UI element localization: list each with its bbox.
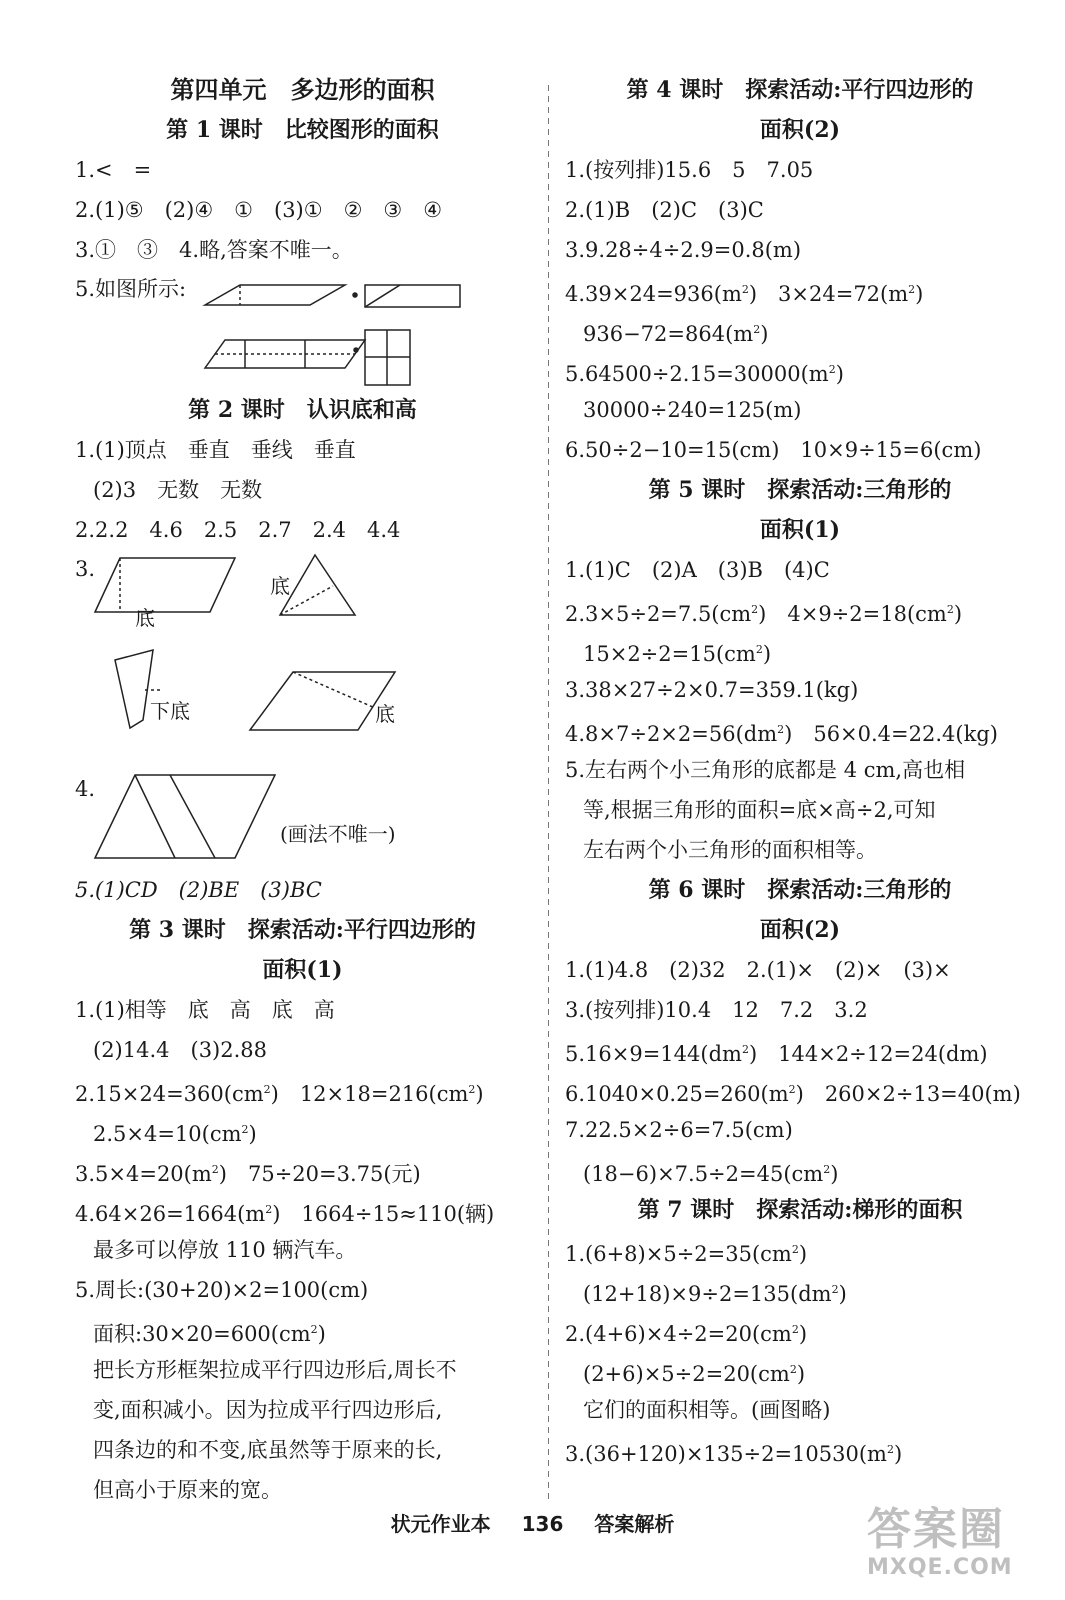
l1-answer-3: 3.① ③ 4.略,答案不唯一。 [75,238,353,262]
l2-answer-2: 2.2.2 4.6 2.5 2.7 2.4 4.4 [75,518,401,542]
l3-answer-3: $3.5\times 4=20(m^2)$ 75÷20=3.75(元) [75,1162,421,1186]
l3-answer-1b: (2)14.4 (3)2.88 [93,1038,268,1062]
l5-answer-1: 1.(1)C (2)A (3)B (4)C [565,558,830,582]
l7-answer-3: $3.(36+120)\times 135\div 2=10530(m^2)$ [565,1442,903,1466]
lesson-6-title-b: 面积(2) [759,917,841,943]
l2-answer-4-note: (画法不唯一) [280,822,396,846]
l2-answer-3-label: 3. [75,557,96,581]
l7-answer-1a: $1.(6+8)\times 5\div 2=35(cm^2)$ [565,1242,808,1266]
l4-answer-5b: 30000÷240=125(m) [583,398,802,422]
l5-answer-5b: 等,根据三角形的面积=底×高÷2,可知 [583,798,936,822]
l6-answer-5: $5.16\times 9=144(dm^2)$ 144×2÷12=24(dm) [565,1042,988,1066]
l3-answer-5a: 5.周长:(30+20)×2=100(cm) [75,1278,369,1302]
l1-answer-5-figure [75,270,530,390]
l1-answer-1: 1.< = [75,158,152,182]
l3-answer-4a: $4.64\times 26=1664(m^2)$ 1664÷15≈110(辆) [75,1202,495,1226]
l3-answer-5f: 但高小于原来的宽。 [93,1478,282,1502]
l3-answer-1a: 1.(1)相等 底 高 底 高 [75,998,335,1022]
l6-answer-6: $6.1040\times 0.25=260(m^2)$ 260×2÷13=40(m) [565,1082,1021,1106]
l2-answer-5: 5.(1)CD (2)BE (3)BC [75,878,322,902]
left-column [75,70,530,1510]
unit-title: 第四单元 多边形的面积 [170,75,435,104]
l4-answer-6: 6.50÷2−10=15(cm) 10×9÷15=6(cm) [565,438,982,462]
fig3-base-label: 下底 [150,699,190,723]
area-transform-diagram [75,270,455,390]
lesson-2-title: 第 2 课时 认识底和高 [188,397,417,423]
l7-answer-2c: 它们的面积相等。(画图略) [583,1398,831,1422]
right-column [565,70,1035,1470]
lesson-3-title-b: 面积(1) [262,957,343,983]
l3-answer-2a: $2.15\times 24=360(cm^2)$ $12\times 18=216(cm^2)$ [75,1082,484,1106]
l5-answer-4: $4.8\times 7\div 2\times 2=56(dm^2)$ 56×0.4=22.4(kg) [565,722,998,746]
l6-answer-1-2: 1.(1)4.8 (2)32 2.(1)× (2)× (3)× [565,958,951,982]
l1-answer-5-label: 5.如图所示: [75,277,187,301]
lesson-5-title-b: 面积(1) [759,517,841,543]
lesson-7-title: 第 7 课时 探索活动:梯形的面积 [637,1197,963,1223]
lesson-4-title-a: 第 4 课时 探索活动:平行四边形的 [626,77,974,103]
lesson-6-title-a: 第 6 课时 探索活动:三角形的 [648,877,952,903]
fig1-base-label: 底 [135,606,155,630]
l7-answer-2b: $(2+6)\times 5\div 2=20(cm^2)$ [583,1362,806,1386]
lesson-5-title-a: 第 5 课时 探索活动:三角形的 [648,477,952,503]
lesson-1-title: 第 1 课时 比较图形的面积 [166,117,439,143]
watermark-logo: 答案圈 MXQE.COM [867,1504,1013,1580]
l3-answer-4b: 最多可以停放 110 辆汽车。 [93,1238,357,1262]
l7-answer-1b: $(12+18)\times 9\div 2=135(dm^2)$ [583,1282,847,1306]
fig2-base-label: 底 [270,574,290,598]
l4-answer-1: 1.(按列排)15.6 5 7.05 [565,158,814,182]
l2-answer-4-label: 4. [75,777,96,801]
fig4-base-label: 底 [375,702,395,726]
l3-answer-5b: 面积$:30\times 20=600(cm^2)$ [93,1322,326,1346]
l4-answer-4b: $936-72=864(m^2)$ [583,322,769,346]
lesson-3-title-a: 第 3 课时 探索活动:平行四边形的 [129,917,476,943]
l5-answer-2a: $2.3\times 5\div 2=7.5(cm^2)$ $4\times 9\div 2=18(cm^2)$ [565,602,963,626]
l6-answer-3: 3.(按列排)10.4 12 7.2 3.2 [565,998,868,1022]
l3-answer-2b: $2.5\times 4=10(cm^2)$ [93,1122,257,1146]
l4-answer-3: 3.9.28÷4÷2.9=0.8(m) [565,238,802,262]
l4-answer-2: 2.(1)B (2)C (3)C [565,198,764,222]
l2-answer-1a: 1.(1)顶点 垂直 垂线 垂直 [75,438,356,462]
l2-answer-1b: (2)3 无数 无数 [93,478,263,502]
footer-section: 答案解析 [594,1512,675,1536]
footer-book-name: 状元作业本 [390,1512,491,1536]
l5-answer-3: 3.38×27÷2×0.7=359.1(kg) [565,678,859,702]
l5-answer-5c: 左右两个小三角形的面积相等。 [583,838,877,862]
l3-answer-5d: 变,面积减小。因为拉成平行四边形后, [93,1398,443,1422]
l5-answer-5a: 5.左右两个小三角形的底都是 4 cm,高也相 [565,758,966,782]
column-divider [548,85,549,1500]
l4-answer-4a: $4.39\times 24=936(m^2)$ $3\times 24=72(m^2)$ [565,282,924,306]
l2-answer-3-figure [75,550,530,770]
l6-answer-7a: 7.22.5×2÷6=7.5(cm) [565,1118,793,1142]
l4-answer-5a: $5.64500\div 2.15=30000(m^2)$ [565,362,844,386]
base-height-diagram [75,550,515,770]
l1-answer-2: 2.(1)⑤ (2)④ ① (3)① ② ③ ④ [75,198,443,222]
l7-answer-2a: $2.(4+6)\times 4\div 2=20(cm^2)$ [565,1322,808,1346]
page-number: 136 [521,1512,564,1536]
l6-answer-7b: $(18-6)\times 7.5\div 2=45(cm^2)$ [583,1162,839,1186]
l3-answer-5e: 四条边的和不变,底虽然等于原来的长, [93,1438,443,1462]
lesson-4-title-b: 面积(2) [759,117,841,143]
l3-answer-5c: 把长方形框架拉成平行四边形后,周长不 [93,1358,457,1382]
l5-answer-2b: $15\times 2\div 2=15(cm^2)$ [583,642,772,666]
l2-answer-4-figure [75,770,530,870]
